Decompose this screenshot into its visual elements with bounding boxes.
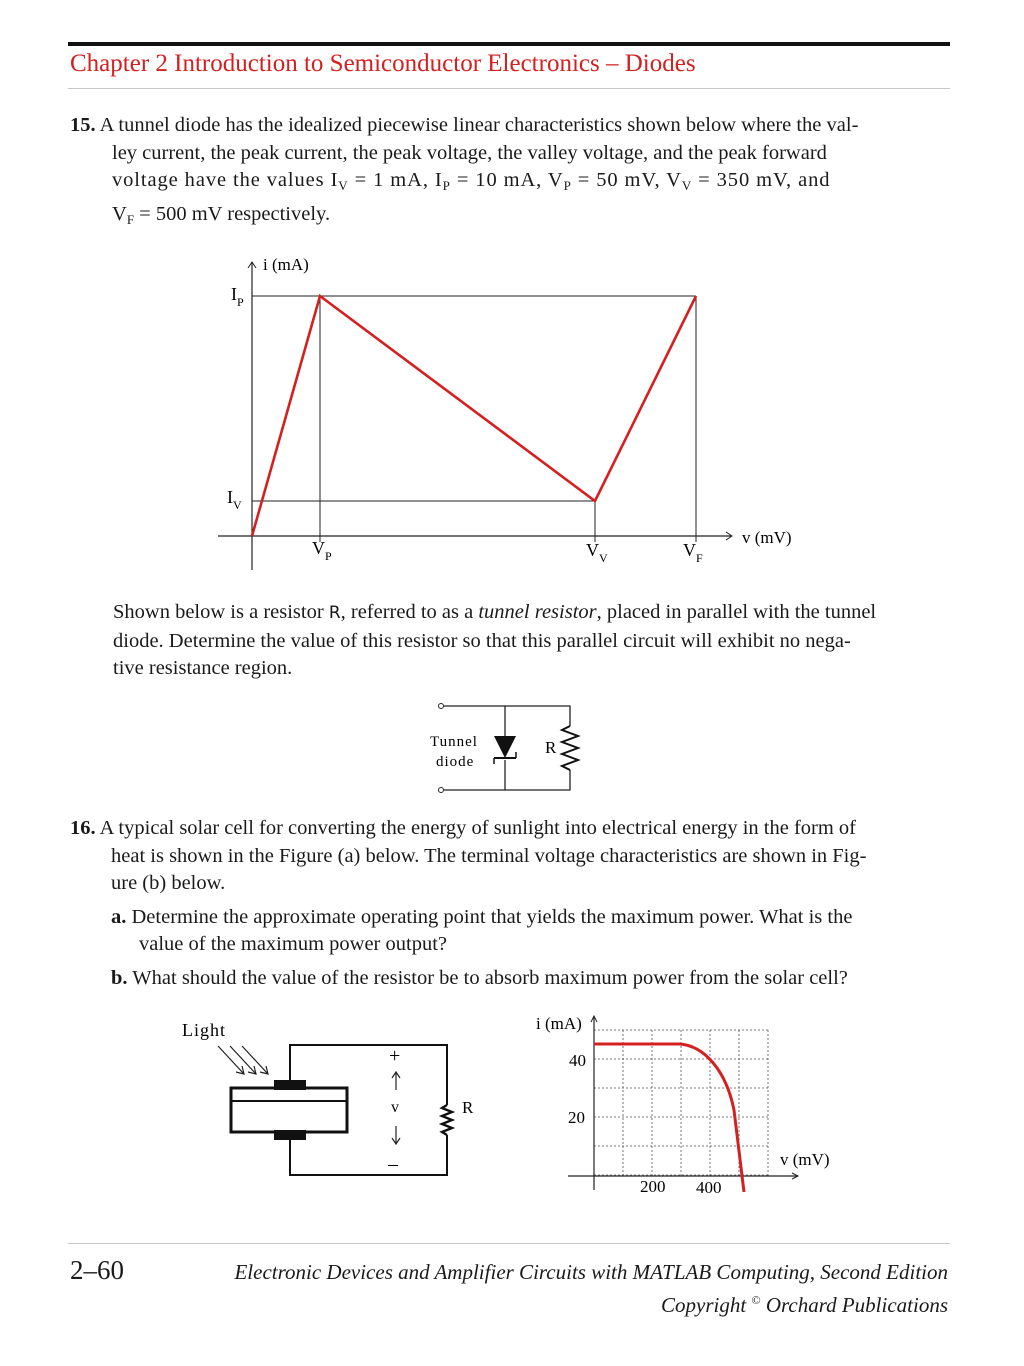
svg-text:P: P [325, 549, 332, 563]
tunnel-diode-label-1: Tunnel [430, 734, 478, 750]
part-a: a. Determine the approximate operating point that yields the maximum power. What is the [111, 905, 853, 928]
problem-15-line-1: 15. A tunnel diode has the idealized piecewise linear characteristics shown below where the val- [70, 114, 859, 136]
svg-text:P: P [237, 295, 244, 309]
copyright-symbol: © [751, 1293, 761, 1307]
problem-number: 15 [70, 114, 91, 136]
svg-text:V: V [233, 498, 242, 512]
x-axis-label: v (mV) [780, 1150, 830, 1169]
load-resistor-label: R [462, 1098, 474, 1117]
svg-text:I: I [227, 487, 233, 507]
svg-text:V: V [683, 540, 696, 560]
x-tick-200: 200 [640, 1177, 666, 1196]
tunnel-diode-label-2: diode [436, 754, 475, 770]
x-tick-400: 400 [696, 1178, 722, 1197]
svg-text:V: V [312, 538, 325, 558]
page-number: 2–60 [70, 1255, 124, 1285]
y-tick-20: 20 [568, 1108, 585, 1127]
resistor-label: R [545, 738, 557, 757]
solar-iv-curve [594, 1044, 744, 1192]
problem-16-text: 16. A typical solar cell for converting the energy of sunlight into electrical energy in the form of heat is shown in the Figure (a) below. The terminal voltage characteristics are shown in Fig- ure (b) below. a. Determine the approximate operating point that yields the maximum power. What is the value of the maximum power output? b. What should the value of the resistor be to absorb maximum power from the solar cell? [70, 815, 866, 992]
y-tick-40: 40 [569, 1051, 586, 1070]
voltage-label: v [391, 1099, 399, 1116]
y-axis-label: i (mA) [536, 1014, 582, 1033]
grid [594, 1030, 768, 1176]
part-b: b. What should the value of the resistor be to absorb maximum power from the solar cell? [111, 966, 848, 989]
problem-15-line-2: ley current, the peak current, the peak voltage, the valley voltage, and the peak forward [112, 141, 827, 164]
problem-15-line-4: $V_F = 500$ mV respectively. [112, 202, 331, 227]
minus-label: – [388, 1153, 398, 1175]
y-axis-label: i (mA) [263, 255, 309, 274]
chapter-title: Chapter 2 Introduction to Semiconductor Electronics – Diodes [70, 50, 696, 77]
problem-15-line-3: voltage have the values $I_V = 1$ mA, $I_P = 10$ mA, $V_P = 50$ mV, $V_V = 350$ mV, and [112, 169, 831, 193]
plus-label: + [389, 1045, 401, 1067]
book-title: Electronic Devices and Amplifier Circuits with MATLAB Computing, Second Edition [234, 1260, 948, 1284]
x-axis-label: v (mV) [742, 528, 792, 547]
footer-rule [68, 1243, 950, 1244]
copyright-line: Copyright © Orchard Publications [661, 1293, 948, 1317]
svg-text:V: V [599, 551, 608, 565]
svg-text:V: V [586, 540, 599, 560]
svg-text:I: I [231, 284, 237, 304]
problem-number: 16 [70, 817, 91, 839]
problem-15-paragraph-2: Shown below is a resistor R, referred to as a tunnel resistor, placed in parallel with the tunnel diode. Determine the value of this resistor so that this parallel circuit will exhibit no nega- tive resistance region. [113, 601, 877, 679]
light-label: Light [182, 1020, 226, 1040]
svg-text:F: F [696, 551, 703, 565]
